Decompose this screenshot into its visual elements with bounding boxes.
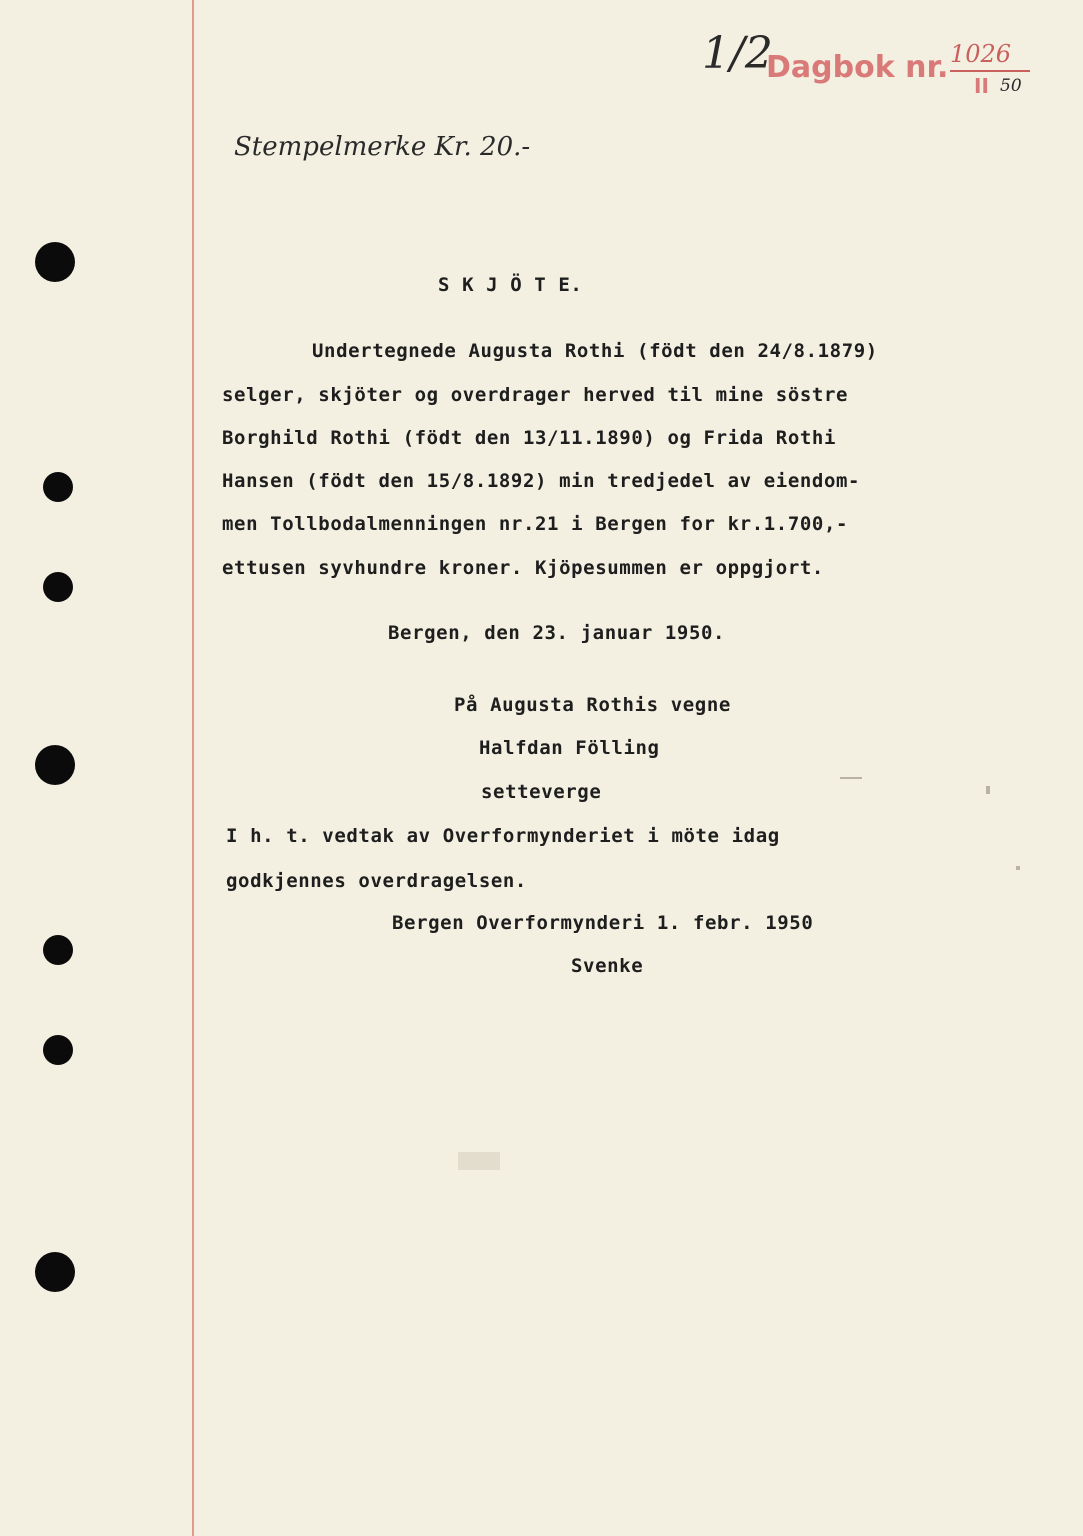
approval-line: I h. t. vedtak av Overformynderiet i möte idag (226, 825, 780, 847)
punch-hole (35, 745, 75, 785)
stamp-duty-note: Stempelmerke Kr. 20.- (234, 132, 531, 162)
place-date: Bergen, den 23. januar 1950. (388, 622, 726, 644)
on-behalf-line: På Augusta Rothis vegne (454, 694, 731, 716)
punch-hole (35, 242, 75, 282)
body-line: selger, skjöter og overdrager herved til mine söstre (222, 384, 849, 406)
scan-speck (986, 786, 990, 794)
entry-suffix: II (974, 74, 989, 98)
body-line: ettusen syvhundre kroner. Kjöpesummen er oppgjort. (222, 557, 824, 579)
punch-hole (43, 1035, 73, 1065)
body-line: men Tollbodalmenningen nr.21 i Bergen for kr.1.700,- (222, 513, 849, 535)
scan-speck (840, 777, 862, 779)
body-line: Borghild Rothi (födt den 13/11.1890) og Frida Rothi (222, 427, 836, 449)
approval-place-date: Bergen Overformynderi 1. febr. 1950 (392, 912, 814, 934)
signer-role: setteverge (481, 781, 602, 803)
punch-hole (43, 572, 73, 602)
signer-name: Halfdan Fölling (479, 737, 660, 759)
handwritten-fraction: 1/2 (702, 28, 773, 79)
entry-year: 50 (1000, 76, 1022, 96)
scan-speck (1016, 866, 1020, 870)
entry-fraction-bar (950, 70, 1030, 72)
punch-hole (43, 935, 73, 965)
body-line: Hansen (födt den 15/8.1892) min tredjedel av eiendom- (222, 470, 861, 492)
scan-speck (458, 1152, 500, 1170)
approval-line: godkjennes overdragelsen. (226, 870, 527, 892)
approval-signer: Svenke (571, 955, 644, 977)
margin-rule (192, 0, 194, 1536)
document-title: S K J Ö T E. (438, 274, 583, 296)
body-line: Undertegnede Augusta Rothi (födt den 24/8.1879) (312, 340, 878, 362)
punch-hole (43, 472, 73, 502)
dagbok-stamp: Dagbok nr. (766, 50, 949, 85)
punch-hole (35, 1252, 75, 1292)
entry-number: 1026 (950, 40, 1012, 68)
